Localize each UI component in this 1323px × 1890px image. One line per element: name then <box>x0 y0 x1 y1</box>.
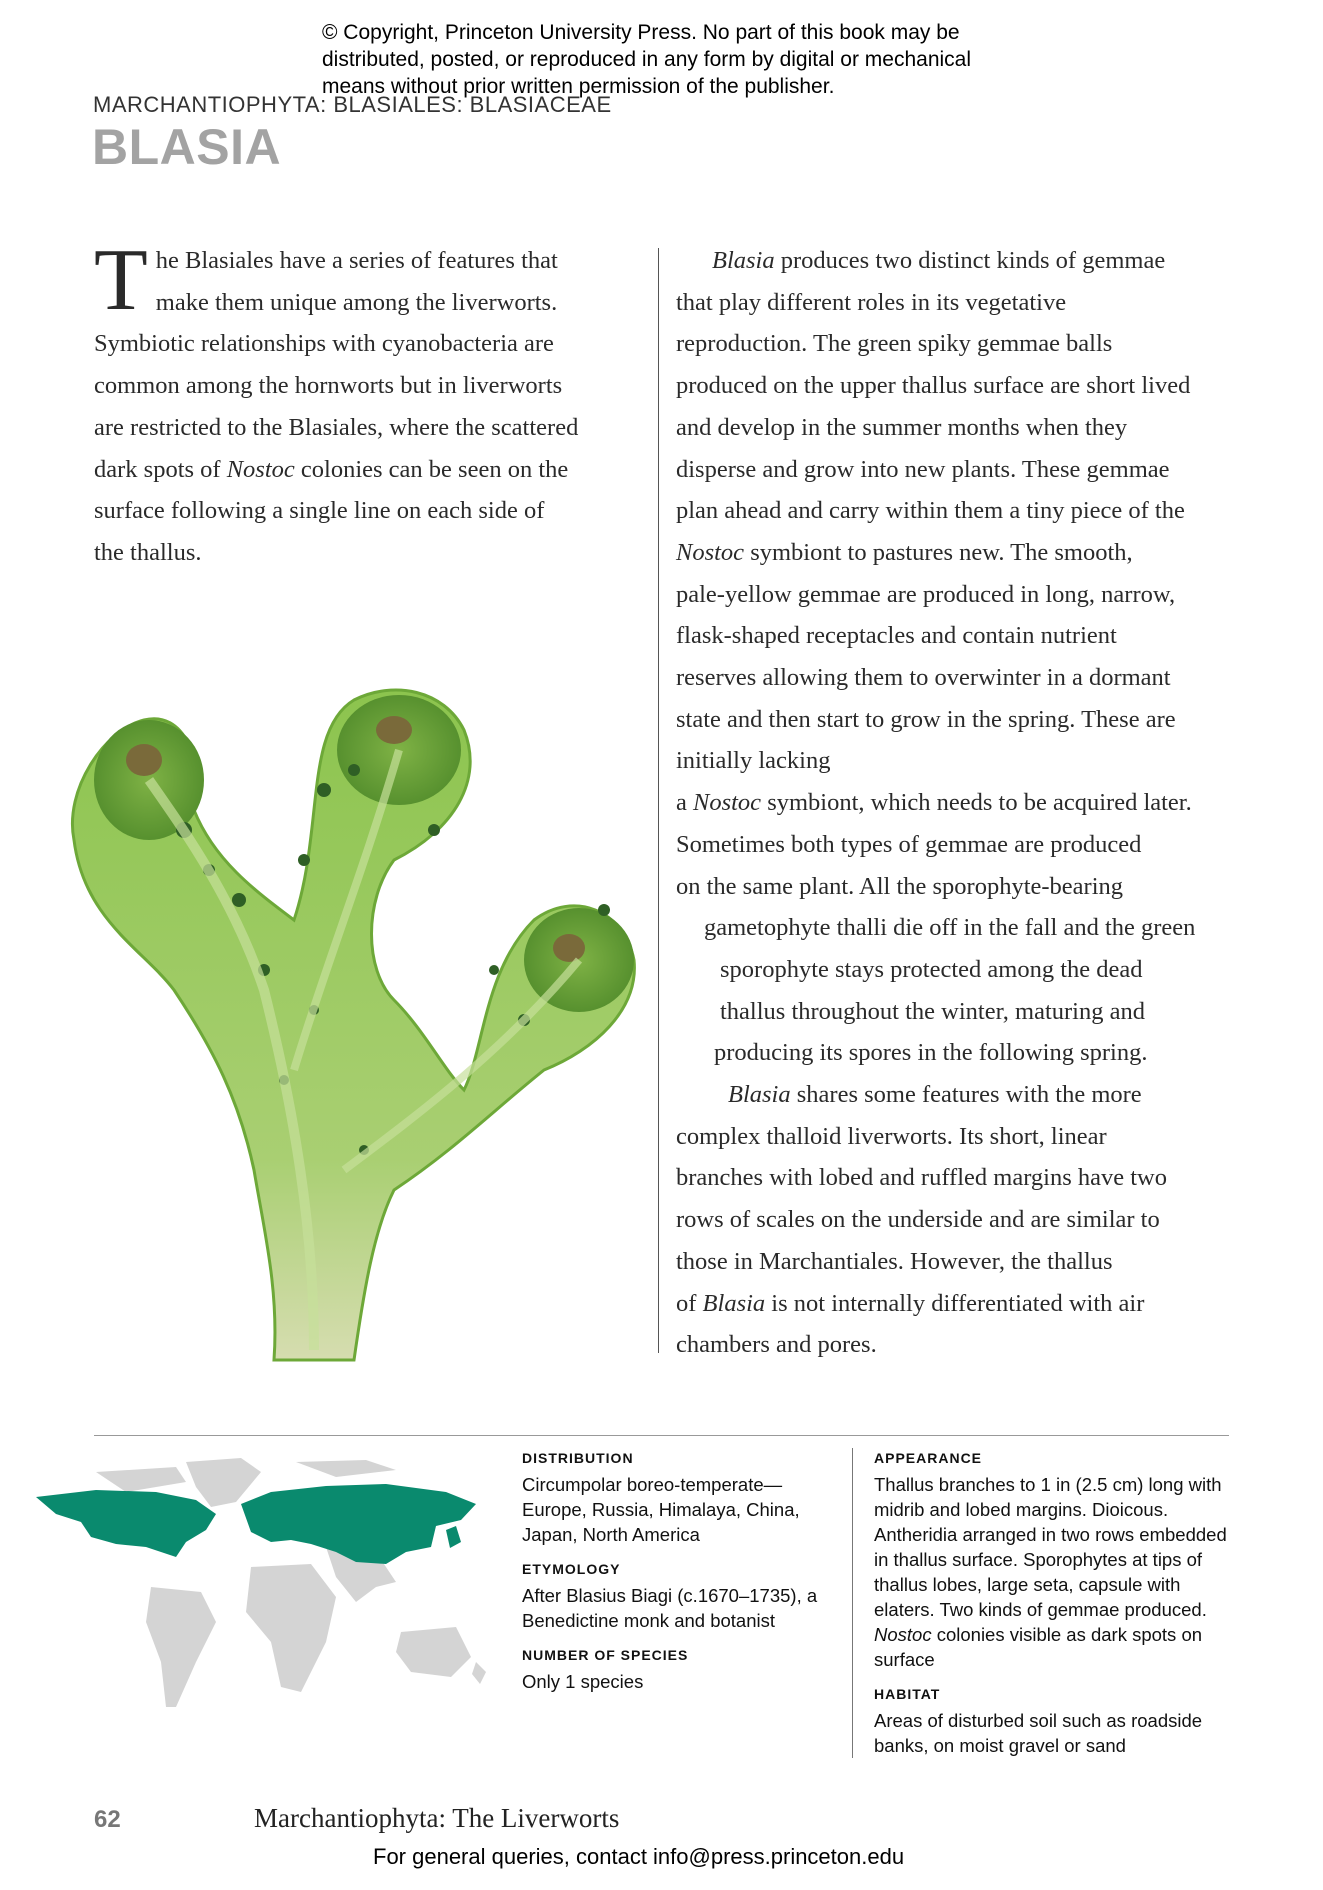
text-line: a Nostoc symbiont, which needs to be acquired later. <box>676 789 1192 817</box>
text-line: thallus throughout the winter, maturing and <box>720 997 1145 1025</box>
page-number: 62 <box>94 1806 121 1833</box>
copyright-notice: © Copyright, Princeton University Press. No part of this book may be distributed, posted, or reproduced in any form by digital or mechanical means without prior written permission of the publisher. <box>322 21 972 98</box>
text-line: complex thalloid liverworts. Its short, linear <box>676 1122 1107 1150</box>
text-line: reproduction. The green spiky gemmae balls <box>676 330 1113 358</box>
text-line: plan ahead and carry within them a tiny piece of the <box>676 497 1185 525</box>
etymology-fact <box>522 1561 822 1633</box>
drop-cap: T <box>94 232 148 329</box>
text-line: initially lacking <box>676 747 831 775</box>
text-line: surface following a single line on each side of <box>94 497 545 525</box>
species-fact <box>522 1647 822 1694</box>
text-line: he Blasiales have a series of features that <box>155 247 558 274</box>
habitat-heading: HABITAT <box>874 1686 941 1702</box>
taxonomy-heading: MARCHANTIOPHYTA: BLASIALES: BLASIACEAE <box>93 92 612 117</box>
text-line: flask-shaped receptacles and contain nutrient <box>676 622 1117 650</box>
text-line: sporophyte stays protected among the dead <box>720 955 1143 983</box>
distribution-text: Circumpolar boreo-temperate—Europe, Russia, Himalaya, China, Japan, North America <box>522 1474 800 1545</box>
habitat-fact <box>874 1686 1234 1758</box>
facts-column-right <box>874 1450 1234 1772</box>
text-line: Blasia shares some features with the more <box>728 1081 1142 1109</box>
text-line: gametophyte thalli die off in the fall and the green <box>704 914 1196 942</box>
text-line: on the same plant. All the sporophyte-bearing <box>676 872 1124 900</box>
text-line: branches with lobed and ruffled margins have two <box>676 1164 1168 1192</box>
genus-title: BLASIA <box>92 119 282 175</box>
text-line: the thallus. <box>94 538 202 566</box>
blasia-plant-image <box>64 670 704 1390</box>
running-title: Marchantiophyta: The Liverworts <box>254 1803 620 1833</box>
distribution-fact <box>522 1450 822 1547</box>
text-line: reserves allowing them to overwinter in a dormant <box>676 664 1171 692</box>
text-line: producing its spores in the following spring. <box>714 1039 1148 1067</box>
distribution-heading: DISTRIBUTION <box>522 1450 634 1466</box>
text-line: are restricted to the Blasiales, where the scattered <box>94 413 579 441</box>
appearance-text: Thallus branches to 1 in (2.5 cm) long with midrib and lobed margins. Dioicous. Antheridia arranged in two rows embedded in thallus surface. Sporophytes at tips of thallus lobes, large seta, capsule with elaters. Two kinds of gemmae produced. Nostoc colonies visible as dark spots on surface <box>874 1474 1227 1670</box>
appearance-fact <box>874 1450 1234 1672</box>
facts-column-left <box>522 1450 822 1708</box>
text-line: that play different roles in its vegetative <box>676 288 1067 316</box>
text-line: common among the hornworts but in liverworts <box>94 372 563 400</box>
text-line: dark spots of Nostoc colonies can be seen on the <box>94 455 569 483</box>
intro-paragraph <box>94 232 639 574</box>
section-divider <box>94 1435 1229 1436</box>
contact-notice: For general queries, contact info@press.princeton.edu <box>373 1844 905 1869</box>
text-line: and develop in the summer months when they <box>676 413 1128 441</box>
text-line: disperse and grow into new plants. These gemmae <box>676 455 1170 483</box>
map-range <box>36 1484 476 1564</box>
text-line: Sometimes both types of gemmae are produced <box>676 830 1142 858</box>
facts-divider <box>852 1448 853 1758</box>
species-heading: NUMBER OF SPECIES <box>522 1647 689 1663</box>
text-line: of Blasia is not internally differentiated with air <box>676 1289 1145 1317</box>
etymology-text: After Blasius Biagi (c.1670–1735), a Benedictine monk and botanist <box>522 1585 818 1631</box>
text-line: Nostoc symbiont to pastures new. The smooth, <box>676 538 1133 566</box>
text-line: chambers and pores. <box>676 1331 877 1359</box>
text-line: produced on the upper thallus surface are short lived <box>676 372 1191 400</box>
text-line: pale-yellow gemmae are produced in long, narrow, <box>676 580 1176 608</box>
body-text-column <box>676 240 1246 1366</box>
text-line: rows of scales on the underside and are similar to <box>676 1206 1160 1234</box>
etymology-heading: ETYMOLOGY <box>522 1561 621 1577</box>
species-text: Only 1 species <box>522 1671 644 1692</box>
text-line: those in Marchantiales. However, the thallus <box>676 1247 1113 1275</box>
distribution-map <box>36 1452 506 1727</box>
habitat-text: Areas of disturbed soil such as roadside banks, on moist gravel or sand <box>874 1710 1203 1756</box>
text-line: make them unique among the liverworts. <box>155 288 558 316</box>
text-line: state and then start to grow in the spring. These are <box>676 705 1176 733</box>
text-line: Symbiotic relationships with cyanobacteria are <box>94 330 554 358</box>
text-line: Blasia produces two distinct kinds of gemmae <box>712 247 1166 274</box>
appearance-heading: APPEARANCE <box>874 1450 983 1466</box>
